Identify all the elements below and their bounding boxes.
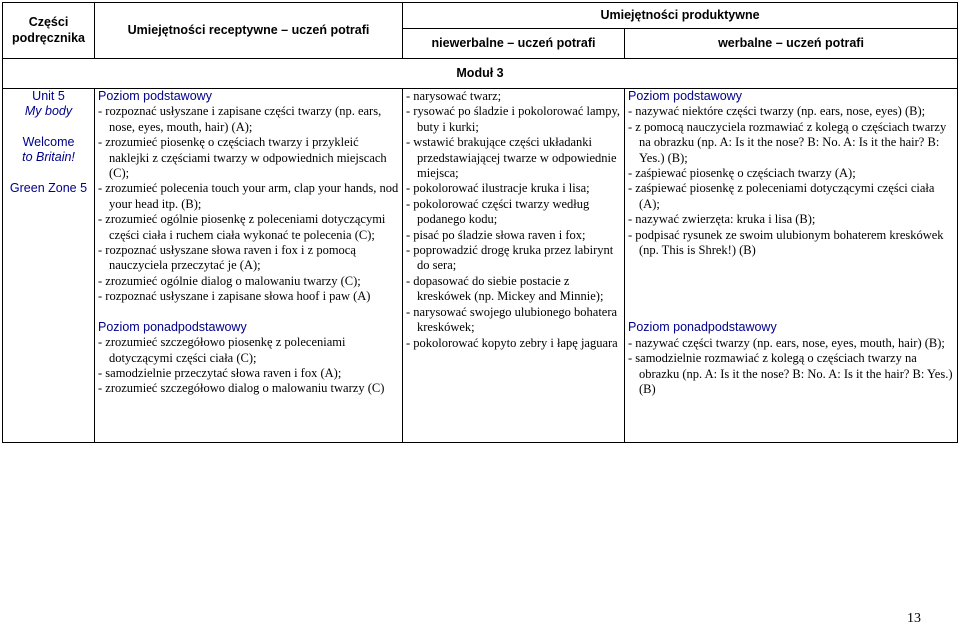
- unit-title: My body: [24, 104, 73, 119]
- list-item: - nazywać niektóre części twarzy (np. ears, nose, eyes) (B);: [628, 104, 926, 119]
- header-nonverbal: niewerbalne – uczeń potrafi: [403, 29, 625, 59]
- list-item: - zrozumieć ogólnie piosenkę z poleceniami dotyczącymi części ciała i ruchem ciała wykonać te polecenia (C);: [98, 212, 386, 242]
- list-item: - zrozumieć piosenkę o częściach twarzy i przykleić naklejki z częściami twarzy w odpowiednich miejscach (C);: [98, 135, 387, 181]
- green-zone: Green Zone 5: [9, 180, 88, 195]
- page-number: 13: [907, 611, 921, 626]
- list-item: - narysować twarz;: [406, 89, 502, 103]
- list-item: - zrozumieć ogólnie dialog o malowaniu twarzy (C);: [98, 273, 361, 288]
- list-item: - nazywać części twarzy (np. ears, nose, eyes, mouth, hair) (B);: [628, 335, 945, 350]
- receptive-advanced-title: Poziom ponadpodstawowy: [98, 319, 247, 334]
- verbal-basic-title: Poziom podstawowy: [628, 89, 742, 103]
- list-item: - z pomocą nauczyciela rozmawiać z kolegą o częściach twarzy na obrazku (np. A: Is it the nose? B: No. A: Is it the hair? B: Yes.) (B);: [628, 119, 947, 165]
- list-item: - zrozumieć szczegółowo piosenkę z poleceniami dotyczącymi części ciała (C);: [98, 335, 346, 365]
- receptive-basic-list: [98, 104, 399, 304]
- verbal-advanced-list: [628, 336, 954, 398]
- unit-number: Unit 5: [32, 89, 65, 103]
- list-item: - pokolorować ilustracje kruka i lisa;: [406, 181, 590, 196]
- list-item: - zrozumieć polecenia touch your arm, clap your hands, nod your head itp. (B);: [98, 181, 399, 211]
- list-item: - zrozumieć szczegółowo dialog o malowaniu twarzy (C): [98, 381, 385, 396]
- list-item: - rozpoznać usłyszane i zapisane części twarzy (np. ears, nose, eyes, mouth, hair) (A);: [98, 104, 382, 134]
- nonverbal-list: [406, 89, 621, 351]
- header-productive: Umiejętności produktywne: [403, 3, 958, 29]
- list-item: - dopasować do siebie postacie z kreskówek (np. Mickey and Minnie);: [406, 273, 604, 304]
- list-item: - pisać po śladzie słowa raven i fox;: [406, 227, 586, 242]
- verbal-advanced-title: Poziom ponadpodstawowy: [628, 320, 777, 335]
- list-item: - rozpoznać usłyszane słowa raven i fox i z pomocą nauczyciela przeczytać je (A);: [98, 243, 356, 273]
- header-sections: Części podręcznika: [3, 3, 95, 59]
- list-item: - rysować po śladzie i pokolorować lampy, buty i kurki;: [406, 104, 621, 134]
- list-item: - samodzielnie przeczytać słowa raven i fox (A);: [98, 365, 342, 380]
- list-item: - poprowadzić drogę kruka przez labirynt do sera;: [406, 243, 614, 273]
- welcome-title-1: Welcome: [22, 134, 75, 149]
- unit-cell: [3, 89, 95, 443]
- header-receptive: Umiejętności receptywne – uczeń potrafi: [95, 3, 403, 59]
- list-item: - narysować swojego ulubionego bohatera kreskówek;: [406, 304, 618, 335]
- list-item: - pokolorować części twarzy według podanego kodu;: [406, 196, 590, 227]
- list-item: - zaśpiewać piosenkę o częściach twarzy (A);: [628, 166, 856, 181]
- list-item: - pokolorować kopyto zebry i łapę jaguara: [406, 335, 618, 350]
- list-item: - samodzielnie rozmawiać z kolegą o częściach twarzy na obrazku (np. A: Is it the nose? B: No. A: Is it the hair? B: Yes.) (B): [628, 351, 953, 397]
- receptive-basic-title: Poziom podstawowy: [98, 89, 212, 103]
- list-item: - podpisać rysunek ze swoim ulubionym bohaterem kreskówek (np. This is Shrek!) (B): [628, 227, 944, 258]
- verbal-cell: [625, 89, 958, 443]
- list-item: - rozpoznać usłyszane i zapisane słowa hoof i paw (A): [98, 289, 371, 304]
- header-verbal: werbalne – uczeń potrafi: [625, 29, 958, 59]
- nonverbal-cell: [403, 89, 625, 443]
- receptive-cell: [95, 89, 403, 443]
- list-item: - zaśpiewać piosenkę z poleceniami dotyczącymi części ciała (A);: [628, 181, 935, 211]
- receptive-advanced-list: [98, 335, 399, 397]
- welcome-title-2: to Britain!: [22, 150, 75, 165]
- list-item: - wstawić brakujące części układanki przedstawiającej twarze w odpowiednie miejsca;: [406, 135, 617, 181]
- curriculum-table: [2, 2, 958, 443]
- list-item: - nazywać zwierzęta: kruka i lisa (B);: [628, 212, 816, 227]
- verbal-basic-list: [628, 104, 954, 258]
- module-title: Moduł 3: [3, 59, 958, 89]
